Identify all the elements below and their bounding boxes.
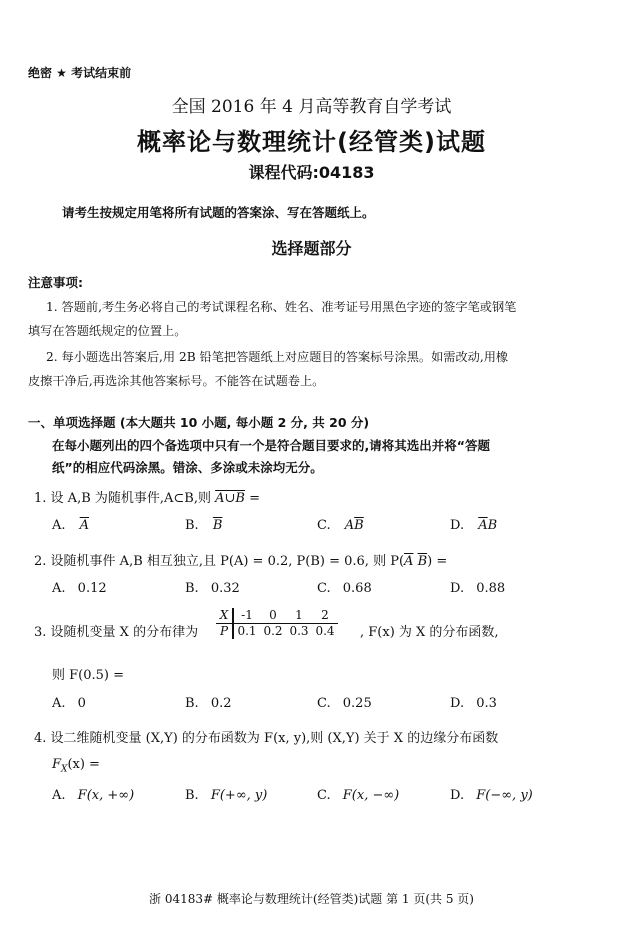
dist-x-value: -1	[241, 608, 253, 622]
question-1-option-b[interactable]	[185, 518, 222, 533]
option-text: 0.25	[342, 696, 372, 711]
note-2-line-1: 2. 每小题选出答案后,用 2B 铅笔把答题纸上对应题目的答案标号涂黑。如需改动,用橡	[46, 350, 509, 364]
question-1-stem	[34, 487, 260, 506]
option-text: F(x, +∞)	[77, 788, 135, 803]
option-text: A	[344, 518, 355, 533]
question-4-option-a[interactable]	[52, 788, 134, 803]
option-label: B.	[185, 581, 199, 596]
question-3-option-c[interactable]	[317, 696, 372, 711]
option-text: F(x, −∞)	[342, 788, 400, 803]
question-3-option-b[interactable]	[185, 696, 232, 711]
stem-text: F	[52, 757, 62, 772]
question-4-option-d[interactable]	[450, 788, 533, 803]
option-text: F(+∞, y)	[210, 788, 268, 803]
option-label: D.	[450, 581, 465, 596]
option-label: B.	[185, 696, 199, 711]
option-label: D.	[450, 696, 465, 711]
option-label: A.	[52, 788, 66, 803]
question-3-stem	[34, 621, 198, 640]
option-label: C.	[317, 518, 331, 533]
dist-x-label: X	[219, 608, 229, 622]
complement-a: $\overline{A}$	[404, 554, 414, 569]
question-4-option-b[interactable]	[185, 788, 267, 803]
option-label: A.	[52, 581, 66, 596]
option-text: 0.2	[210, 696, 232, 711]
option-text: 0.3	[476, 696, 497, 711]
question-2-option-d[interactable]	[450, 581, 505, 596]
option-label: C.	[317, 788, 331, 803]
question-number: 1.	[34, 491, 47, 506]
question-2-option-c[interactable]	[317, 581, 372, 596]
dist-x-value: 2	[321, 608, 329, 622]
dist-x-value: 0	[269, 608, 277, 622]
note-1-line-2: 填写在答题纸规定的位置上。	[28, 324, 187, 338]
question-3-option-d[interactable]	[450, 696, 497, 711]
note-2-line-2: 皮擦干净后,再选涂其他答案标号。不能答在试题卷上。	[28, 374, 325, 388]
question-number: 3.	[34, 625, 47, 640]
option-text: $\overline{A}$	[79, 518, 90, 533]
stem-text: 设 A,B 为随机事件,A⊂B,则	[50, 491, 216, 506]
subscript: X	[61, 764, 68, 775]
stem-text: ) =	[427, 554, 448, 569]
section-title: 选择题部分	[271, 239, 352, 258]
course-code: 课程代码:04183	[248, 163, 375, 182]
option-text: $\overline{B}$	[354, 518, 364, 533]
question-2-option-b[interactable]	[185, 581, 240, 596]
notes-heading: 注意事项:	[28, 275, 83, 290]
question-4-option-c[interactable]	[317, 788, 399, 803]
option-text: 0.12	[77, 581, 107, 596]
option-label: A.	[52, 696, 66, 711]
part1-desc-line-1: 在每小题列出的四个备选项中只有一个是符合题目要求的,请将其选出并将“答题	[52, 438, 490, 453]
stem-text: 设二维随机变量 (X,Y) 的分布函数为 F(x, y),则 (X,Y) 关于 X 的边缘分布函数	[50, 731, 499, 746]
part1-desc-line-2: 纸”的相应代码涂黑。错涂、多涂或未涂均无分。	[52, 460, 323, 475]
note-1-line-1: 1. 答题前,考生务必将自己的考试课程名称、姓名、准考证号用黑色字迹的签字笔或钢笔	[46, 300, 517, 314]
option-text: 0.68	[342, 581, 372, 596]
dist-p-value: 0.2	[260, 623, 286, 639]
option-label: A.	[52, 518, 66, 533]
option-text: 0.88	[476, 581, 506, 596]
exam-name: 全国 2016 年 4 月高等教育自学考试	[171, 97, 452, 117]
secret-label: 绝密 ★ 考试结束前	[28, 66, 132, 80]
question-1-option-c[interactable]	[317, 518, 364, 533]
question-2-option-a[interactable]	[52, 581, 107, 596]
dist-p-label: P	[216, 623, 232, 639]
question-number: 4.	[34, 731, 47, 746]
part1-heading: 一、单项选择题 (本大题共 10 小题, 每小题 2 分, 共 20 分)	[28, 415, 370, 430]
option-text: $\overline{A}$	[478, 518, 488, 533]
option-text: $\overline{B}$	[212, 518, 223, 533]
stem-text: 设随机变量 X 的分布律为	[50, 625, 199, 640]
question-3-option-a[interactable]	[52, 696, 86, 711]
option-text: 0	[77, 696, 86, 711]
question-4-stem	[34, 727, 498, 746]
option-label: D.	[450, 518, 465, 533]
instruction-text: 请考生按规定用笔将所有试题的答案涂、写在答题纸上。	[62, 205, 375, 220]
question-1-option-d[interactable]	[450, 518, 497, 533]
stem-text: (x) =	[67, 757, 100, 772]
option-label: D.	[450, 788, 465, 803]
question-number: 2.	[34, 554, 47, 569]
dist-p-value: 0.3	[286, 623, 312, 639]
question-2-stem	[34, 550, 447, 569]
paper-title: 概率论与数理统计(经管类)试题	[137, 128, 486, 156]
page-footer: 浙 04183# 概率论与数理统计(经管类)试题 第 1 页(共 5 页)	[149, 892, 474, 906]
question-1-option-a[interactable]	[52, 518, 89, 533]
option-text: F(−∞, y)	[476, 788, 533, 803]
option-label: B.	[185, 788, 199, 803]
question-3-stem-line-2: 则 F(0.5) =	[52, 668, 124, 683]
question-3-stem-cont: , F(x) 为 X 的分布函数,	[360, 625, 499, 640]
option-text: 0.32	[210, 581, 240, 596]
stem-text: =	[244, 491, 260, 506]
dist-p-value: 0.1	[234, 623, 260, 639]
option-text: B	[487, 518, 498, 533]
option-label: C.	[317, 581, 331, 596]
option-label: C.	[317, 696, 331, 711]
distribution-table	[216, 608, 338, 639]
option-label: B.	[185, 518, 199, 533]
dist-p-value: 0.4	[312, 623, 338, 639]
complement-expression: A∪B	[215, 491, 245, 506]
complement-b: $\overline{B}$	[417, 554, 428, 569]
question-4-stem-line-2	[52, 757, 100, 775]
dist-x-value: 1	[295, 608, 303, 622]
stem-text: 设随机事件 A,B 相互独立,且 P(A) = 0.2, P(B) = 0.6, 则 P(	[50, 554, 405, 569]
